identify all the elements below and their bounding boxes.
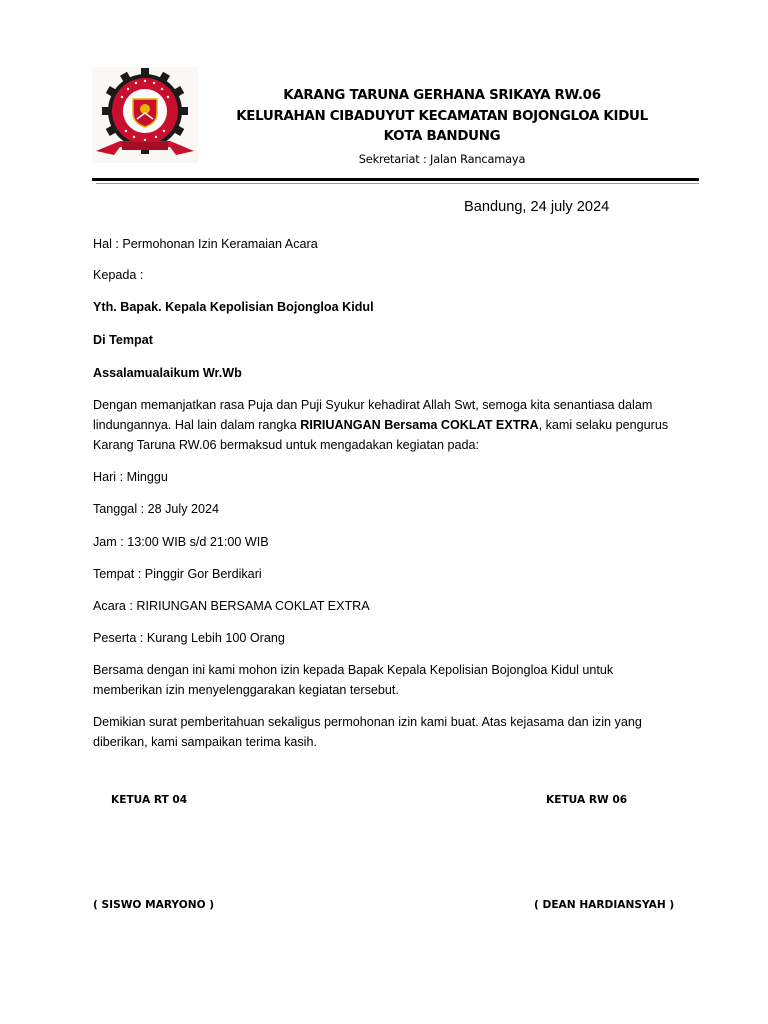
request-paragraph: Bersama dengan ini kami mohon izin kepada Bapak Kepala Kepolisian Bojongloa Kidul untuk memberikan izin menyelenggarakan kegiatan tersebut. bbox=[93, 663, 614, 697]
letterhead bbox=[200, 86, 684, 170]
secretariat-address: Sekretariat : Jalan Rancamaya bbox=[358, 151, 526, 166]
detail-place: Tempat : Pinggir Gor Berdikari bbox=[93, 567, 262, 581]
letterhead-divider bbox=[92, 178, 699, 181]
organization-city: KOTA BANDUNG bbox=[383, 129, 501, 144]
signature-title-rt: KETUA RT 04 bbox=[111, 794, 188, 806]
detail-event: Acara : RIRIUNGAN BERSAMA COKLAT EXTRA bbox=[93, 599, 370, 613]
detail-time: Jam : 13:00 WIB s/d 21:00 WIB bbox=[93, 535, 269, 549]
signature-name-rw: ( DEAN HARDIANSYAH ) bbox=[534, 899, 675, 911]
signature-name-rt: ( SISWO MARYONO ) bbox=[93, 899, 215, 911]
logo-emblem-icon bbox=[92, 67, 198, 163]
intro-paragraph bbox=[93, 395, 683, 455]
to-label: Kepada : bbox=[93, 268, 144, 282]
detail-day: Hari : Minggu bbox=[93, 470, 168, 484]
intro-text-part2: , kami selaku pengurus Karang Taruna RW.06 bermaksud untuk mengadakan kegiatan pada: bbox=[93, 418, 669, 452]
karang-taruna-logo bbox=[92, 67, 198, 163]
subject-line: Hal : Permohonan Izin Keramaian Acara bbox=[93, 237, 318, 251]
intro-text-part1: Dengan memanjatkan rasa Puja dan Puji Syukur kehadirat Allah Swt, semoga kita senantiasa dalam lindungannya. Hal lain dalam rangka bbox=[93, 398, 653, 432]
event-name-bold: RIRIUANGAN Bersama COKLAT EXTRA bbox=[300, 418, 539, 432]
letter-date: Bandung, 24 july 2024 bbox=[464, 199, 610, 215]
greeting: Assalamualaikum Wr.Wb bbox=[93, 366, 242, 380]
letterhead-divider-thin bbox=[96, 183, 699, 184]
detail-date: Tanggal : 28 July 2024 bbox=[93, 502, 220, 516]
signature-title-rw: KETUA RW 06 bbox=[546, 794, 628, 806]
place-line: Di Tempat bbox=[93, 333, 153, 347]
detail-participants: Peserta : Kurang Lebih 100 Orang bbox=[93, 631, 285, 645]
organization-name: KARANG TARUNA GERHANA SRIKAYA RW.06 bbox=[283, 88, 601, 103]
recipient: Yth. Bapak. Kepala Kepolisian Bojongloa Kidul bbox=[93, 300, 374, 314]
closing-paragraph: Demikian surat pemberitahuan sekaligus permohonan izin kami buat. Atas kejasama dan izin yang diberikan, kami sampaikan terima kasih. bbox=[93, 715, 642, 749]
organization-district: KELURAHAN CIBADUYUT KECAMATAN BOJONGLOA KIDUL bbox=[236, 108, 648, 124]
